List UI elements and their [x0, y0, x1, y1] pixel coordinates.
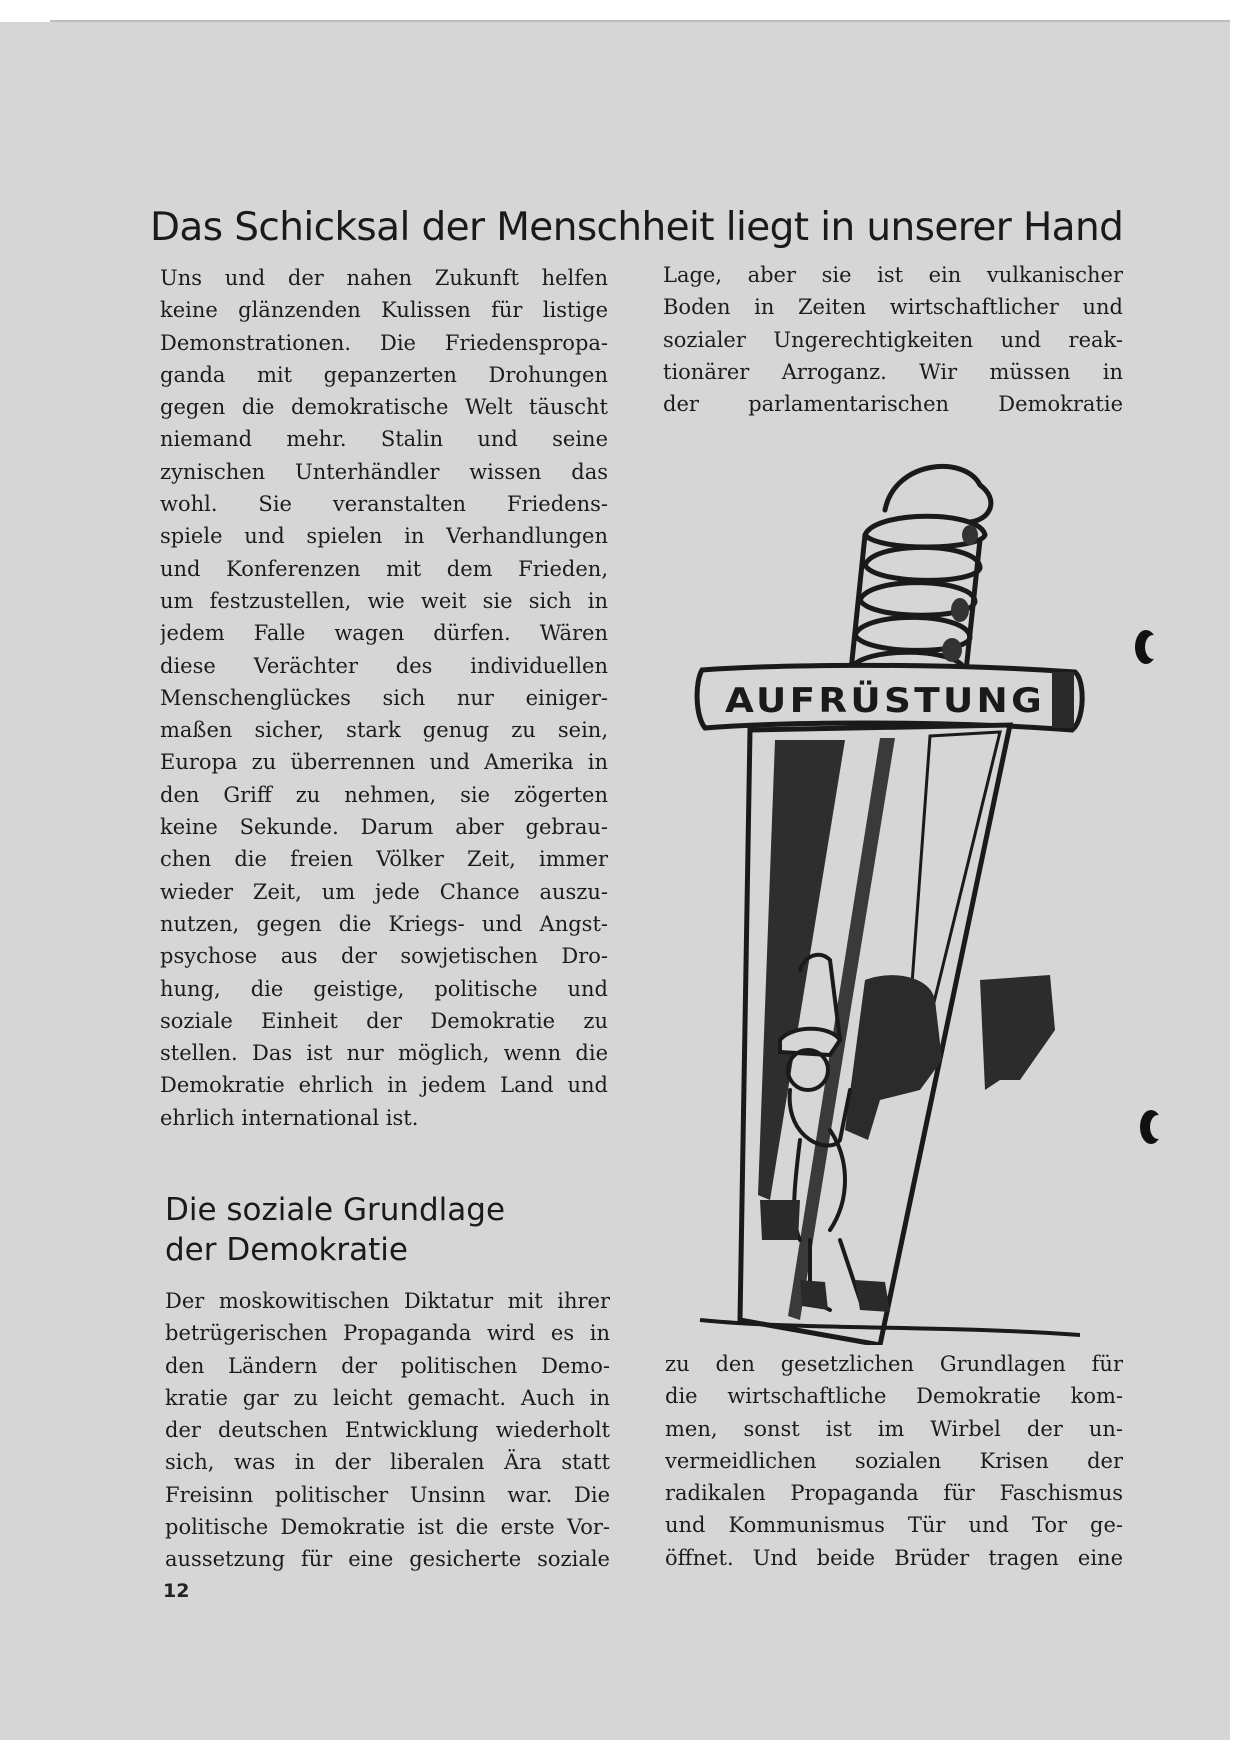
text-line: wieder Zeit, um jede Chance auszu- [160, 879, 608, 904]
text-line: Europa zu überrennen und Amerika in [160, 750, 608, 775]
ground-line [700, 1320, 1080, 1335]
text-line: Freisinn politischer Unsinn war. Die [165, 1482, 610, 1507]
text-line: sich, was in der liberalen Ära statt [165, 1450, 610, 1475]
top-rule [50, 20, 1230, 22]
text-line: chen die freien Völker Zeit, immer [160, 847, 608, 872]
worker-boot [855, 1280, 890, 1312]
punch-hole [1135, 630, 1157, 664]
text-line: Lage, aber sie ist ein vulkanischer [663, 263, 1123, 287]
text-line: soziale Einheit der Demokratie zu [160, 1008, 608, 1033]
text-line: kratie gar zu leicht gemacht. Auch in [165, 1385, 610, 1410]
text-line: hung, die geistige, politische und [160, 976, 608, 1001]
text-line: und Konferenzen mit dem Frieden, [160, 556, 608, 581]
text-line: nutzen, gegen die Kriegs- und Angst- [160, 911, 608, 936]
text-line: wohl. Sie veranstalten Friedens- [160, 492, 608, 517]
text-line: vermeidlichen sozialen Krisen der [665, 1448, 1123, 1473]
text-line: Boden in Zeiten wirtschaftlicher und [663, 295, 1123, 320]
text-line: maßen sicher, stark genug zu sein, [160, 718, 608, 743]
right-column-bottom [665, 1348, 1123, 1574]
worker-leg-shadow [760, 1200, 800, 1240]
text-line: diese Verächter des individuellen [160, 653, 608, 678]
text-line: Der moskowitischen Diktatur mit ihrer [165, 1289, 610, 1313]
right-column-top [663, 259, 1123, 420]
punch-hole [1140, 1110, 1162, 1144]
sword-handle [850, 466, 991, 685]
text-line: radikalen Propaganda für Faschismus [665, 1481, 1123, 1506]
section-heading [165, 1190, 625, 1270]
dark-shape [980, 975, 1055, 1090]
text-line: aussetzung für eine gesicherte soziale [165, 1547, 610, 1572]
text-line: um festzustellen, wie weit sie sich in [160, 588, 608, 613]
cartoon-illustration [680, 440, 1120, 1345]
text-line: betrügerischen Propaganda wird es in [165, 1321, 610, 1346]
text-line: und Kommunismus Tür und Tor ge- [665, 1513, 1123, 1538]
sword-crossguard [697, 665, 1082, 730]
text-line: ganda mit gepanzerten Drohungen [160, 362, 608, 387]
text-line: stellen. Das ist nur möglich, wenn die [160, 1041, 608, 1066]
text-line: den Ländern der politischen Demo- [165, 1353, 610, 1378]
text-line: zynischen Unterhändler wissen das [160, 459, 608, 484]
text-line: keine Sekunde. Darum aber gebrau- [160, 815, 608, 840]
text-line: zu den gesetzlichen Grundlagen für [665, 1352, 1123, 1376]
section-heading-line: der Demokratie [165, 1232, 408, 1268]
text-line: sozialer Ungerechtigkeiten und reak- [663, 327, 1123, 352]
text-line: Demokratie ehrlich in jedem Land und [160, 1073, 608, 1098]
text-line: spiele und spielen in Verhandlungen [160, 524, 608, 549]
left-column-intro [160, 262, 608, 1134]
text-line: keine glänzenden Kulissen für listige [160, 298, 608, 323]
text-line: politische Demokratie ist die erste Vor- [165, 1515, 610, 1540]
worker-boot [800, 1280, 828, 1310]
text-line: niemand mehr. Stalin und seine [160, 427, 608, 452]
section-heading-line: Die soziale Grundlage [165, 1192, 506, 1228]
text-line: der parlamentarischen Demokratie [663, 392, 1123, 417]
text-line: öffnet. Und beide Brüder tragen eine [665, 1545, 1123, 1570]
text-line: die wirtschaftliche Demokratie kom- [665, 1384, 1123, 1409]
headline: Das Schicksal der Menschheit liegt in unserer Hand [150, 205, 1124, 250]
text-line: men, sonst ist im Wirbel der un- [665, 1416, 1123, 1441]
text-line: den Griff zu nehmen, sie zögerten [160, 782, 608, 807]
crossguard-label: AUFRÜSTUNG [725, 681, 1017, 721]
text-line: Uns und der nahen Zukunft helfen [160, 266, 608, 290]
text-line: der deutschen Entwicklung wiederholt [165, 1418, 610, 1443]
text-line: psychose aus der sowjetischen Dro- [160, 944, 608, 969]
text-line: Demonstrationen. Die Friedenspropa- [160, 330, 608, 355]
text-line: tionärer Arroganz. Wir müssen in [663, 359, 1123, 384]
text-line: ehrlich international ist. [160, 1105, 419, 1130]
text-line: Menschenglückes sich nur einiger- [160, 685, 608, 710]
text-line: jedem Falle wagen dürfen. Wären [160, 621, 608, 646]
text-line: gegen die demokratische Welt täuscht [160, 395, 608, 420]
page-number: 12 [163, 1580, 190, 1602]
left-column-section [165, 1285, 610, 1576]
